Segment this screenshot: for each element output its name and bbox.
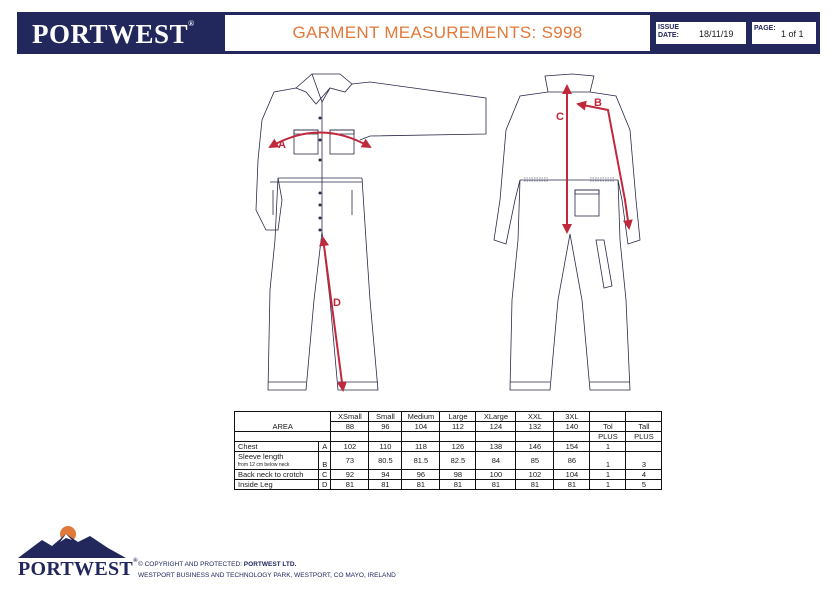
plus-spacer bbox=[235, 432, 331, 442]
cell-value: 81 bbox=[331, 480, 369, 490]
cell-value: 92 bbox=[331, 470, 369, 480]
cell-value: 80.5 bbox=[369, 452, 402, 470]
cell-value: 102 bbox=[331, 442, 369, 452]
cell-tol: 1 bbox=[590, 470, 626, 480]
row-code: B bbox=[319, 452, 331, 470]
cell-tall: 3 bbox=[626, 452, 662, 470]
cell-tall bbox=[626, 442, 662, 452]
cell-value: 81 bbox=[369, 480, 402, 490]
size-value: 140 bbox=[554, 422, 590, 432]
issue-label-line1: ISSUE bbox=[658, 24, 680, 31]
label-a: A bbox=[278, 139, 286, 151]
issue-date-value: 18/11/19 bbox=[699, 29, 734, 39]
size-value: 112 bbox=[440, 422, 476, 432]
cell-value: 84 bbox=[476, 452, 516, 470]
size-value: 132 bbox=[516, 422, 554, 432]
copyright-line bbox=[138, 561, 296, 568]
tol-plus: PLUS bbox=[590, 432, 626, 442]
cell-value: 81 bbox=[476, 480, 516, 490]
table-row bbox=[235, 480, 662, 490]
label-d: D bbox=[333, 297, 341, 309]
cell-value: 98 bbox=[440, 470, 476, 480]
cell-tol: 1 bbox=[590, 480, 626, 490]
tall-header-cell bbox=[626, 422, 662, 432]
footer-brand-name: PORTWEST bbox=[18, 558, 134, 580]
cell-value: 146 bbox=[516, 442, 554, 452]
cell-value: 81 bbox=[554, 480, 590, 490]
cell-value: 102 bbox=[516, 470, 554, 480]
row-code: D bbox=[319, 480, 331, 490]
cell-value: 110 bbox=[369, 442, 402, 452]
size-header: XXL bbox=[516, 412, 554, 422]
page-value: 1 of 1 bbox=[781, 29, 804, 39]
measure-b-line bbox=[578, 104, 629, 228]
cell-value: 100 bbox=[476, 470, 516, 480]
copyright-company: PORTWEST LTD. bbox=[243, 561, 297, 568]
tall-plus: PLUS bbox=[626, 432, 662, 442]
size-header: Small bbox=[369, 412, 402, 422]
cell-value: 81.5 bbox=[402, 452, 440, 470]
cell-value: 154 bbox=[554, 442, 590, 452]
tol-header bbox=[590, 412, 626, 422]
table-row bbox=[235, 452, 662, 470]
cell-value: 104 bbox=[554, 470, 590, 480]
table-row bbox=[235, 442, 662, 452]
cell-value: 96 bbox=[402, 470, 440, 480]
cell-value: 82.5 bbox=[440, 452, 476, 470]
table-header-row bbox=[235, 412, 662, 422]
size-header: 3XL bbox=[554, 412, 590, 422]
cell-value: 85 bbox=[516, 452, 554, 470]
row-sub: from 12 cm below neck bbox=[238, 461, 290, 468]
cell-value: 86 bbox=[554, 452, 590, 470]
cell-value: 118 bbox=[402, 442, 440, 452]
cell-tol: 1 bbox=[590, 442, 626, 452]
address-line: WESTPORT BUSINESS AND TECHNOLOGY PARK, WESTPORT, CO MAYO, IRELAND bbox=[138, 572, 396, 579]
size-header: XLarge bbox=[476, 412, 516, 422]
size-header: Medium bbox=[402, 412, 440, 422]
mountain-logo-icon bbox=[16, 520, 128, 560]
size-header: Large bbox=[440, 412, 476, 422]
brand-reg: ® bbox=[188, 19, 195, 28]
measure-d-line bbox=[323, 238, 343, 390]
brand-name: PORTWEST bbox=[32, 19, 189, 49]
cell-value: 138 bbox=[476, 442, 516, 452]
table-row bbox=[235, 470, 662, 480]
row-name: Chest bbox=[235, 442, 319, 452]
cell-value: 126 bbox=[440, 442, 476, 452]
tall-header-spacer bbox=[626, 412, 662, 422]
cell-tol: 1 bbox=[590, 452, 626, 470]
size-value: 96 bbox=[369, 422, 402, 432]
row-name: Inside Leg bbox=[235, 480, 319, 490]
cell-value: 81 bbox=[516, 480, 554, 490]
cell-tall: 5 bbox=[626, 480, 662, 490]
row-code: C bbox=[319, 470, 331, 480]
cell-value: 73 bbox=[331, 452, 369, 470]
row-name: Sleeve length bbox=[238, 451, 284, 461]
tall-label: Tall bbox=[638, 422, 650, 431]
row-name: Back neck to crotch bbox=[235, 470, 319, 480]
size-value: 104 bbox=[402, 422, 440, 432]
measurement-table bbox=[234, 411, 662, 490]
area-header: AREA bbox=[235, 412, 331, 432]
label-c: C bbox=[556, 111, 564, 123]
size-value: 88 bbox=[331, 422, 369, 432]
footer-brand-reg: ® bbox=[133, 558, 138, 564]
tol-label: Tol bbox=[603, 422, 613, 431]
page-label: PAGE: bbox=[754, 25, 776, 32]
row-code: A bbox=[319, 442, 331, 452]
cell-tall: 4 bbox=[626, 470, 662, 480]
label-b: B bbox=[594, 97, 602, 109]
tol-header-cell bbox=[590, 422, 626, 432]
copyright-prefix: © COPYRIGHT AND PROTECTED: bbox=[138, 561, 244, 568]
footer-brand-logo bbox=[18, 558, 138, 581]
row-name-cell bbox=[235, 452, 319, 470]
cell-value: 94 bbox=[369, 470, 402, 480]
page-title: GARMENT MEASUREMENTS: S998 bbox=[292, 23, 583, 42]
front-view-coverall bbox=[256, 74, 486, 390]
table-plus-row bbox=[235, 432, 662, 442]
front-buttons bbox=[319, 117, 322, 232]
back-elastic bbox=[524, 178, 614, 181]
measurement-lines bbox=[270, 86, 629, 390]
size-header: XSmall bbox=[331, 412, 369, 422]
cell-value: 81 bbox=[440, 480, 476, 490]
cell-value: 81 bbox=[402, 480, 440, 490]
size-value: 124 bbox=[476, 422, 516, 432]
issue-label-line2: DATE: bbox=[658, 32, 679, 39]
